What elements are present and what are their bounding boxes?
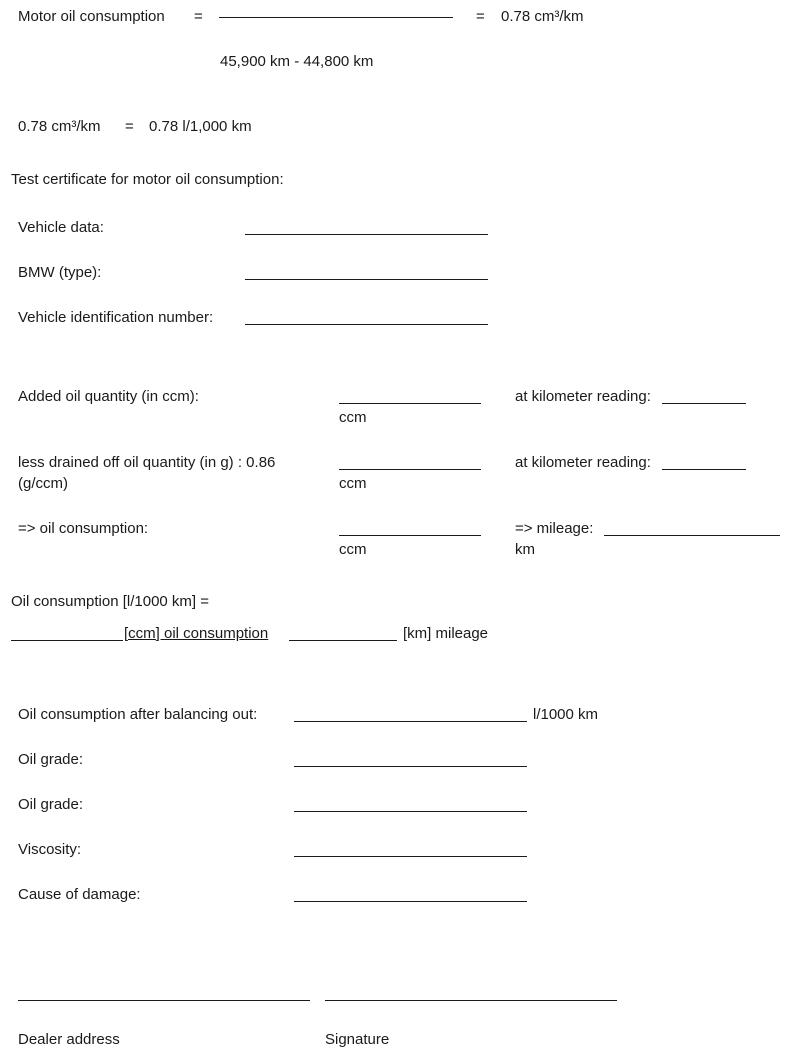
signature-label: Signature <box>325 1031 390 1048</box>
conversion-right: 0.78 l/1,000 km <box>149 118 252 135</box>
formula-result: 0.78 cm³/km <box>501 8 584 25</box>
bmw-type-label: BMW (type): <box>18 264 102 281</box>
added-oil-label: Added oil quantity (in ccm): <box>18 388 199 405</box>
oil-grade-field-1[interactable] <box>294 766 527 767</box>
viscosity-label: Viscosity: <box>18 841 82 858</box>
added-oil-unit: ccm <box>339 409 367 426</box>
calc-title: Oil consumption [l/1000 km] = <box>11 593 210 610</box>
drained-km-label: at kilometer reading: <box>515 454 651 471</box>
vehicle-data-field[interactable] <box>245 234 488 235</box>
after-balancing-field[interactable] <box>294 721 527 722</box>
conversion-equals: = <box>125 118 134 135</box>
dealer-address-label: Dealer address <box>18 1031 120 1048</box>
dealer-address-field[interactable] <box>18 1000 310 1001</box>
formula-denominator: 45,900 km - 44,800 km <box>220 53 374 70</box>
oil-consumption-field[interactable] <box>339 535 481 536</box>
drained-oil-field[interactable] <box>339 469 481 470</box>
oil-consumption-label: => oil consumption: <box>18 520 149 537</box>
after-balancing-unit: l/1000 km <box>533 706 599 723</box>
calc-km-label: [km] mileage <box>403 625 489 642</box>
cause-of-damage-label: Cause of damage: <box>18 886 141 903</box>
mileage-unit: km <box>515 541 535 558</box>
mileage-label: => mileage: <box>515 520 594 537</box>
formula-equals: = <box>194 8 203 25</box>
added-km-field[interactable] <box>662 403 746 404</box>
viscosity-field[interactable] <box>294 856 527 857</box>
formula-equals-result: = <box>476 8 485 25</box>
bmw-type-field[interactable] <box>245 279 488 280</box>
signature-field[interactable] <box>325 1000 617 1001</box>
added-km-label: at kilometer reading: <box>515 388 651 405</box>
oil-grade-label-1: Oil grade: <box>18 751 84 768</box>
formula-label: Motor oil consumption <box>18 8 165 25</box>
oil-grade-label-2: Oil grade: <box>18 796 84 813</box>
certificate-title: Test certificate for motor oil consumption: <box>11 171 284 188</box>
conversion-left: 0.78 cm³/km <box>18 118 101 135</box>
vehicle-data-label: Vehicle data: <box>18 219 104 236</box>
after-balancing-label: Oil consumption after balancing out: <box>18 706 258 723</box>
vin-label: Vehicle identification number: <box>18 309 214 326</box>
drained-oil-unit: ccm <box>339 475 367 492</box>
drained-oil-label-line2: (g/ccm) <box>18 475 68 492</box>
vin-field[interactable] <box>245 324 488 325</box>
calc-km-field[interactable] <box>289 640 397 641</box>
cause-of-damage-field[interactable] <box>294 901 527 902</box>
oil-consumption-unit: ccm <box>339 541 367 558</box>
added-oil-field[interactable] <box>339 403 481 404</box>
drained-oil-label-line1: less drained off oil quantity (in g) : 0.86 <box>18 454 276 471</box>
oil-grade-field-2[interactable] <box>294 811 527 812</box>
mileage-field[interactable] <box>604 535 780 536</box>
formula-fraction-line <box>219 17 453 18</box>
calc-ccm-label: [ccm] oil consumption <box>124 625 269 642</box>
calc-ccm-field[interactable] <box>11 640 123 641</box>
drained-km-field[interactable] <box>662 469 746 470</box>
